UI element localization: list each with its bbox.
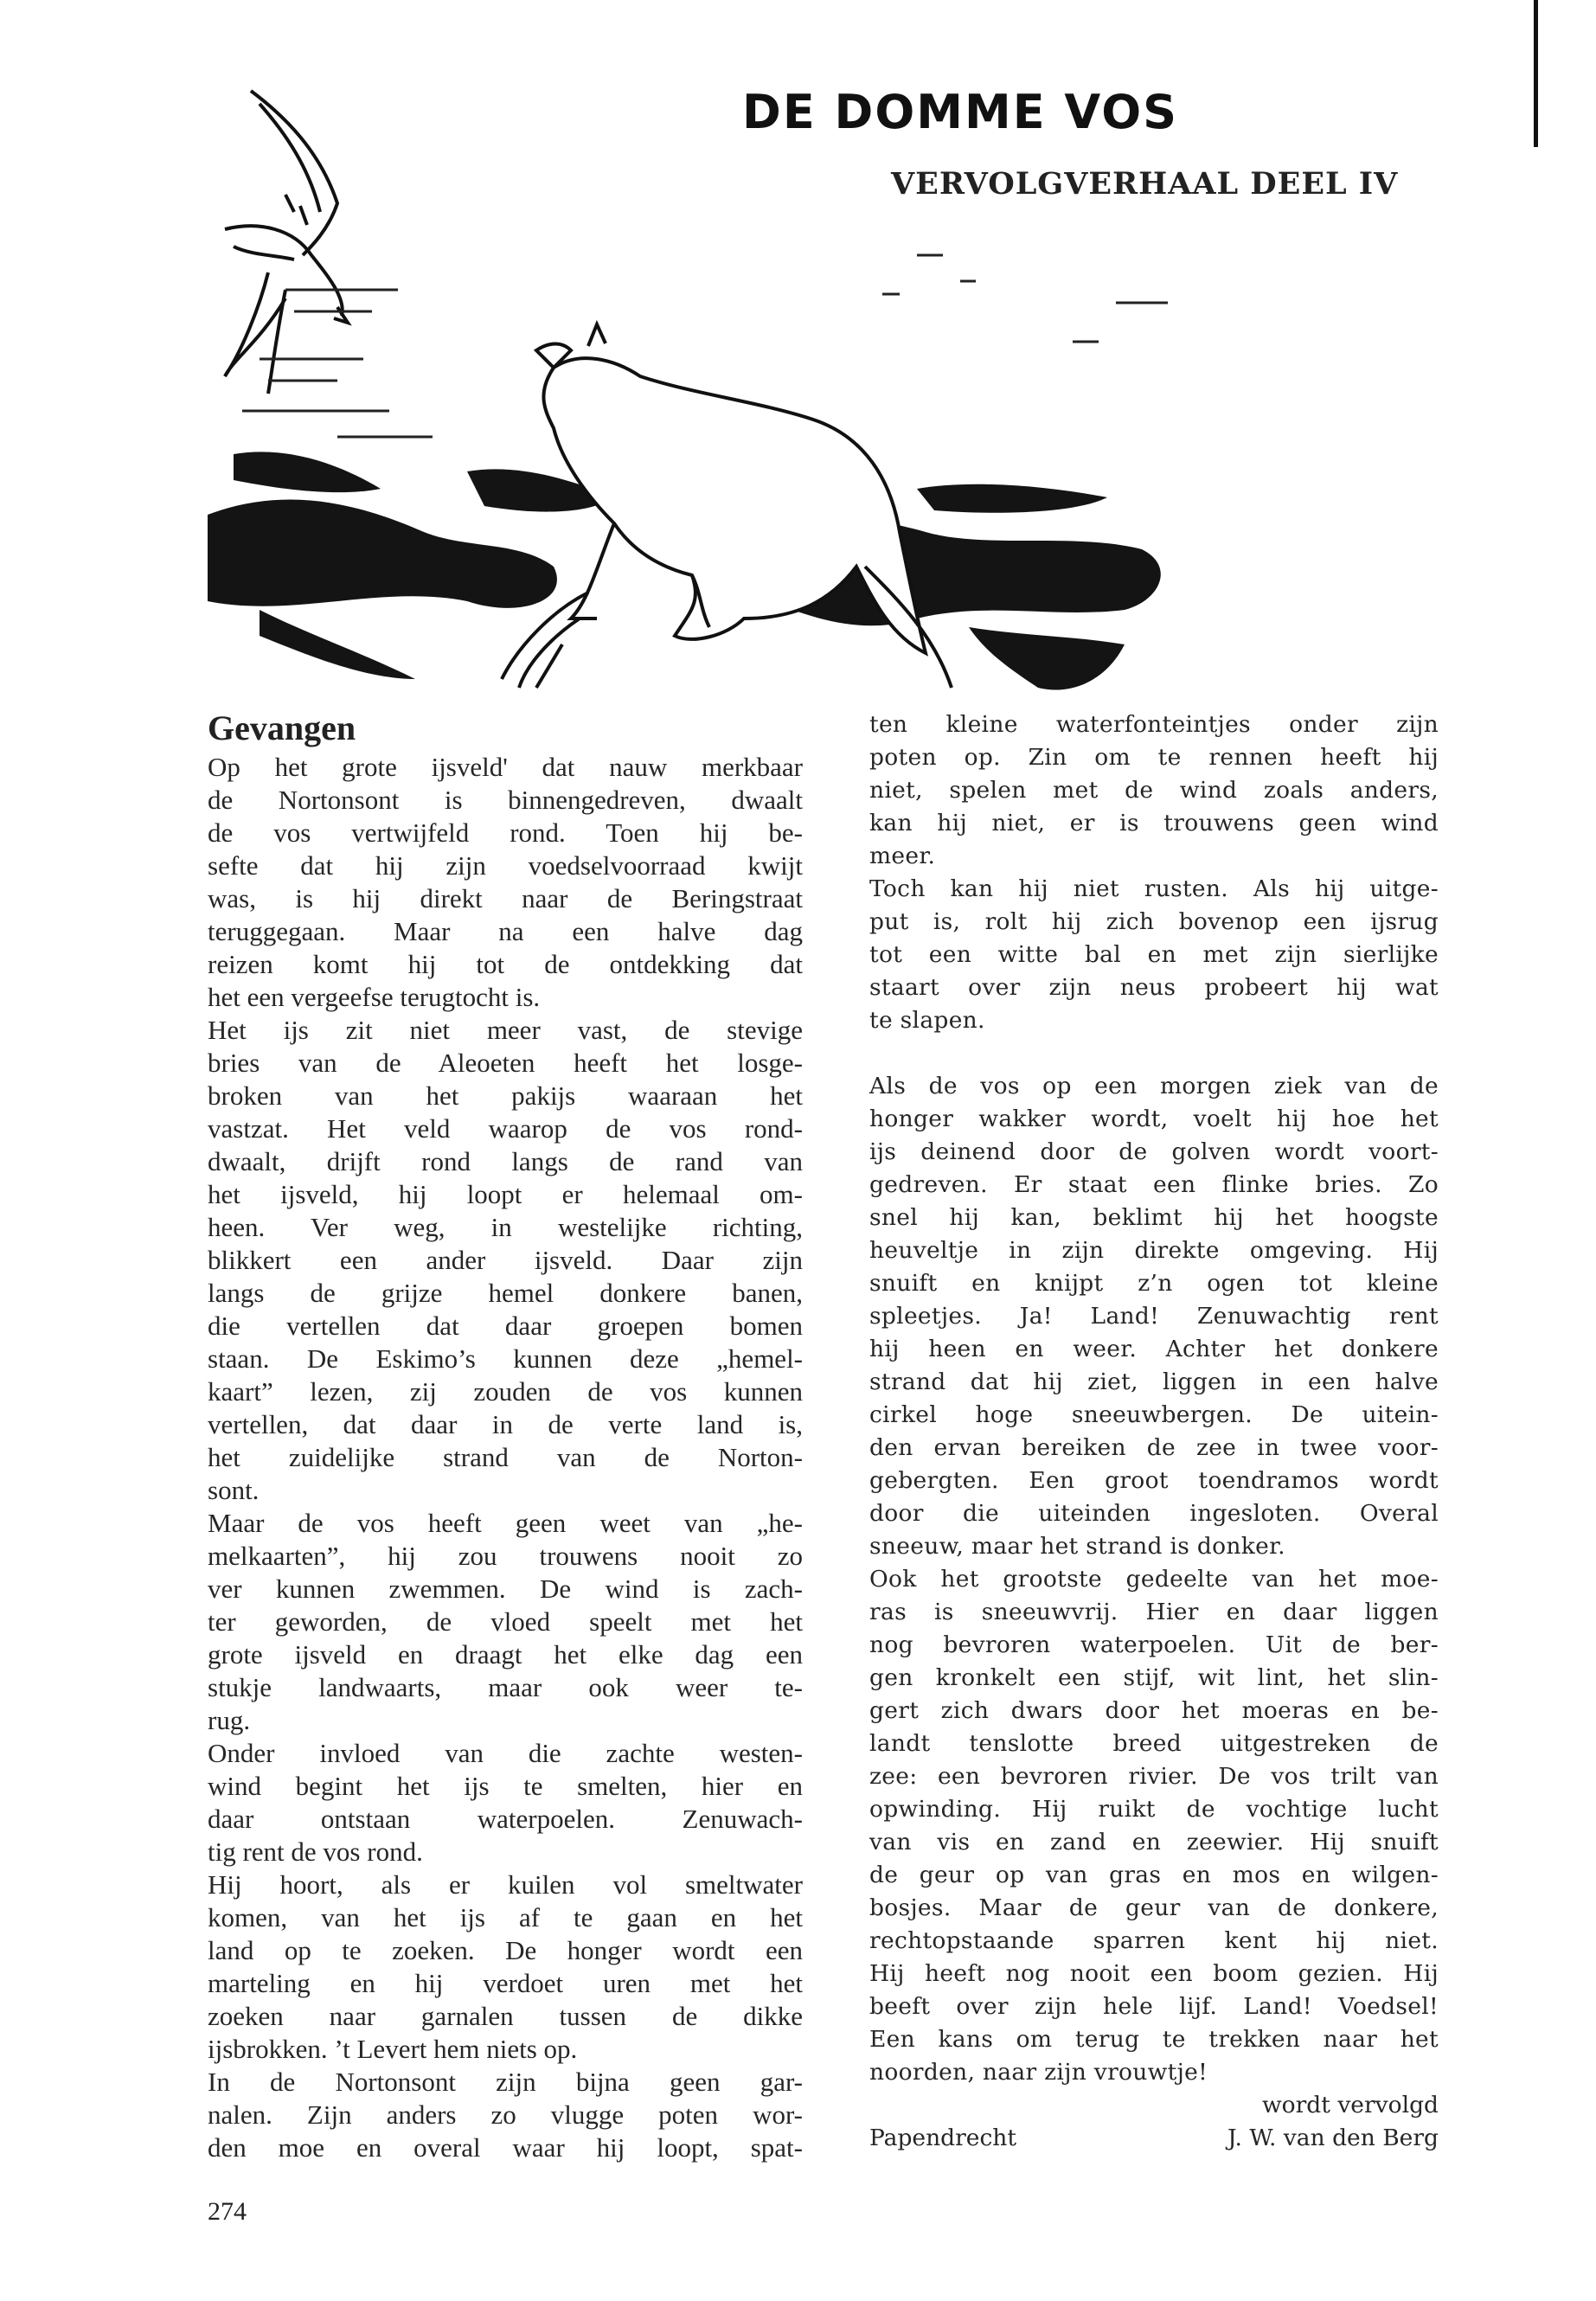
text-line: snuift en knijpt z’n ogen tot kleine <box>869 1270 1439 1297</box>
text-line: vertellen, dat daar in de verte land is, <box>208 1409 803 1439</box>
text-line: nalen. Zijn anders zo vlugge poten wor- <box>208 2099 803 2130</box>
text-line: daar ontstaan waterpoelen. Zenuwach- <box>208 1804 803 1834</box>
text-line: Maar de vos heeft geen weet van „he- <box>208 1508 803 1538</box>
text-line: langs de grijze hemel donkere banen, <box>208 1278 803 1308</box>
text-line: staart over zijn neus probeert hij wat <box>869 974 1439 1001</box>
text-line: gen kronkelt een stijf, wit lint, het slin- <box>869 1664 1439 1691</box>
text-line: ijs deinend door de golven wordt voort- <box>869 1138 1439 1165</box>
author-place: Papendrecht <box>869 2125 1017 2151</box>
text-line: Het ijs zit niet meer vast, de stevige <box>208 1015 803 1045</box>
text-line: reizen komt hij tot de ontdekking dat <box>208 949 803 979</box>
text-line: spleetjes. Ja! Land! Zenuwachtig rent <box>869 1303 1439 1330</box>
margin-rule <box>1534 0 1538 147</box>
text-line: het ijsveld, hij loopt er helemaal om- <box>208 1179 803 1209</box>
text-line: Hij hoort, als er kuilen vol smeltwater <box>208 1869 803 1900</box>
text-line: heuveltje in zijn direkte omgeving. Hij <box>869 1237 1439 1264</box>
text-line: poten op. Zin om te rennen heeft hij <box>869 744 1439 771</box>
arctic-fox-drawing <box>536 324 952 688</box>
text-line: staan. De Eskimo’s kunnen deze „hemel- <box>208 1343 803 1374</box>
text-line: de Nortonsont is binnengedreven, dwaalt <box>208 785 803 815</box>
seagull-drawing <box>225 91 348 394</box>
text-line: tot een witte bal en met zijn sierlijke <box>869 941 1439 968</box>
right-text-column <box>869 708 1439 2089</box>
text-line: van vis en zand en zeewier. Hij snuift <box>869 1829 1439 1856</box>
text-line: die vertellen dat daar groepen bomen <box>208 1311 803 1341</box>
text-line: sont. <box>208 1475 260 1505</box>
text-line: den moe en overal waar hij loopt, spat- <box>208 2132 803 2163</box>
text-line: Als de vos op een morgen ziek van de <box>869 1073 1439 1099</box>
text-line: Toch kan hij niet rusten. Als hij uitge- <box>869 875 1439 902</box>
text-line: gedreven. Er staat een flinke bries. Zo <box>869 1171 1439 1198</box>
text-line: strand dat hij ziet, liggen in een halve <box>869 1368 1439 1395</box>
text-line: teruggegaan. Maar na een halve dag <box>208 916 803 946</box>
text-line: de geur op van gras en mos en wilgen- <box>869 1862 1439 1888</box>
article-subtitle: VERVOLGVERHAAL DEEL IV <box>891 166 1399 202</box>
text-line: Hij heeft nog nooit een boom gezien. Hij <box>869 1960 1439 1987</box>
text-line: het zuidelijke strand van de Norton- <box>208 1442 803 1472</box>
text-line: tig rent de vos rond. <box>208 1836 423 1867</box>
section-heading: Gevangen <box>208 708 356 747</box>
text-line: broken van het pakijs waaraan het <box>208 1080 803 1111</box>
text-line: ijsbrokken. ’t Levert hem niets op. <box>208 2034 578 2064</box>
article-title: DE DOMME VOS <box>742 85 1179 139</box>
text-line: was, is hij direkt naar de Beringstraat <box>208 883 803 913</box>
text-line: blikkert een ander ijsveld. Daar zijn <box>208 1245 803 1275</box>
page-number: 274 <box>208 2197 247 2226</box>
text-line: kaart” lezen, zij zouden de vos kunnen <box>208 1376 803 1407</box>
text-line: niet, spelen met de wind zoals anders, <box>869 777 1439 804</box>
text-line: Een kans om terug te trekken naar het <box>869 2026 1439 2053</box>
text-line: hij heen en weer. Achter het donkere <box>869 1336 1439 1362</box>
text-line: rug. <box>208 1705 251 1735</box>
text-line: Op het grote ijsveld' dat nauw merkbaar <box>208 752 803 782</box>
text-line: noorden, naar zijn vrouwtje! <box>869 2059 1208 2086</box>
text-line: heen. Ver weg, in westelijke richting, <box>208 1212 803 1242</box>
text-line: opwinding. Hij ruikt de vochtige lucht <box>869 1796 1439 1823</box>
text-line: nog bevroren waterpoelen. Uit de ber- <box>869 1631 1439 1658</box>
text-line: den ervan bereiken de zee in twee voor- <box>869 1434 1439 1461</box>
text-line: komen, van het ijs af te gaan en het <box>208 1902 803 1932</box>
text-line: te slapen. <box>869 1007 985 1034</box>
text-line: In de Nortonsont zijn bijna geen gar- <box>208 2067 803 2097</box>
text-line: Ook het grootste gedeelte van het moe- <box>869 1566 1439 1593</box>
text-line: bries van de Aleoeten heeft het losge- <box>208 1048 803 1078</box>
text-line: beeft over zijn hele lijf. Land! Voedsel! <box>869 1993 1439 2020</box>
text-line: wind begint het ijs te smelten, hier en <box>208 1771 803 1801</box>
text-line: gebergten. Een groot toendramos wordt <box>869 1467 1439 1494</box>
text-line: kan hij niet, er is trouwens geen wind <box>869 810 1439 836</box>
text-line: de vos vertwijfeld rond. Toen hij be- <box>208 817 803 848</box>
text-line: land op te zoeken. De honger wordt een <box>208 1935 803 1965</box>
text-line: sneeuw, maar het strand is donker. <box>869 1533 1285 1560</box>
text-line: vastzat. Het veld waarop de vos rond- <box>208 1113 803 1144</box>
text-line: melkaarten”, hij zou trouwens nooit zo <box>208 1541 803 1571</box>
fox-and-seagull-illustration <box>208 82 1228 705</box>
text-line: zee: een bevroren rivier. De vos trilt van <box>869 1763 1439 1790</box>
text-line <box>869 1037 1439 1070</box>
text-line: meer. <box>869 843 936 869</box>
text-line: honger wakker wordt, voelt hij hoe het <box>869 1106 1439 1132</box>
text-line: marteling en hij verdoet uren met het <box>208 1968 803 1998</box>
text-line: gert zich dwars door het moeras en be- <box>869 1697 1439 1724</box>
text-line: landt tenslotte breed uitgestreken de <box>869 1730 1439 1757</box>
text-line: put is, rolt hij zich bovenop een ijsrug <box>869 908 1439 935</box>
text-line: rechtopstaande sparren kent hij niet. <box>869 1927 1439 1954</box>
text-line: cirkel hoge sneeuwbergen. De uitein- <box>869 1401 1439 1428</box>
text-line: door die uiteinden ingesloten. Overal <box>869 1500 1439 1527</box>
text-line: snel hij kan, beklimt hij het hoogste <box>869 1204 1439 1231</box>
author-name: J. W. van den Berg <box>1227 2125 1439 2151</box>
text-line: ter geworden, de vloed speelt met het <box>208 1606 803 1637</box>
text-line: het een vergeefse terugtocht is. <box>208 982 541 1012</box>
text-line: ras is sneeuwvrij. Hier en daar liggen <box>869 1599 1439 1625</box>
text-line: Onder invloed van die zachte westen- <box>208 1738 803 1768</box>
text-line: dwaalt, drijft rond langs de rand van <box>208 1146 803 1176</box>
text-line: ver kunnen zwemmen. De wind is zach- <box>208 1574 803 1604</box>
to-be-continued-note: wordt vervolgd <box>1262 2092 1439 2118</box>
text-line: stukje landwaarts, maar ook weer te- <box>208 1672 803 1702</box>
text-line: ten kleine waterfonteintjes onder zijn <box>869 711 1439 738</box>
text-line: bosjes. Maar de geur van de donkere, <box>869 1894 1439 1921</box>
text-line: grote ijsveld en draagt het elke dag een <box>208 1639 803 1670</box>
left-text-column <box>208 751 803 2164</box>
text-line: zoeken naar garnalen tussen de dikke <box>208 2001 803 2031</box>
text-line: sefte dat hij zijn voedselvoorraad kwijt <box>208 850 803 881</box>
